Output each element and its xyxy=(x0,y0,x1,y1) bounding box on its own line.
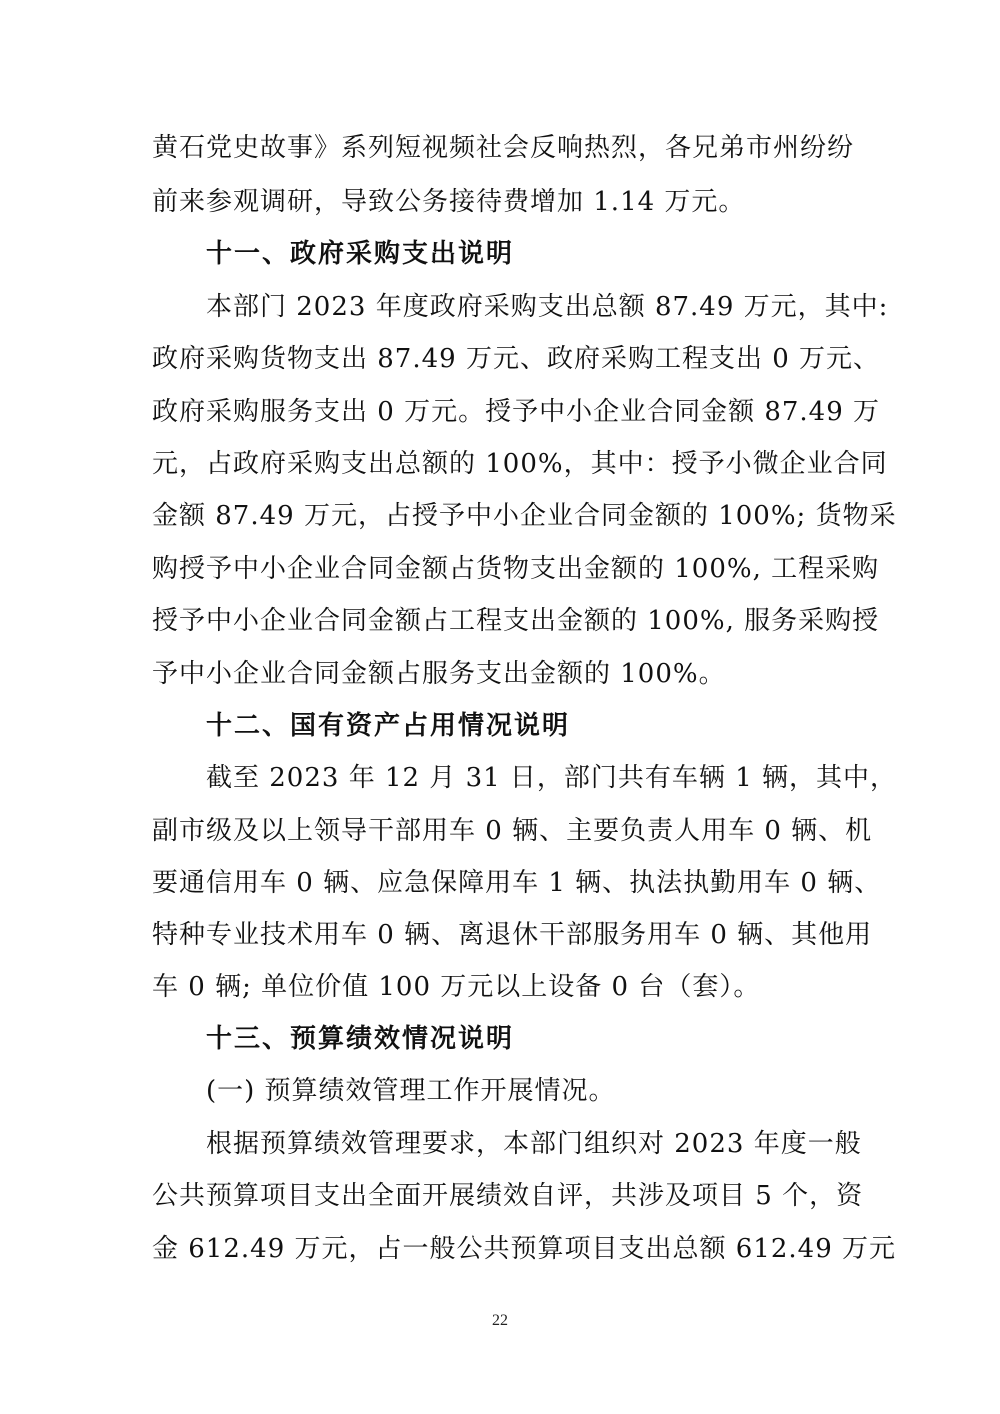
body-line-10: 授予中小企业合同金额占工程支出金额的 100%, 服务采购授 xyxy=(152,606,880,636)
body-line-15: 要通信用车 0 辆、应急保障用车 1 辆、执法执勤用车 0 辆、 xyxy=(152,868,882,898)
body-line-17: 车 0 辆; 单位价值 100 万元以上设备 0 台（套）。 xyxy=(152,972,761,1002)
body-line-16: 特种专业技术用车 0 辆、离退休干部服务用车 0 辆、其他用 xyxy=(152,920,873,950)
body-line-14: 副市级及以上领导干部用车 0 辆、主要负责人用车 0 辆、机 xyxy=(152,816,873,846)
body-line-21: 公共预算项目支出全面开展绩效自评，共涉及项目 5 个，资 xyxy=(152,1181,864,1211)
body-line-5: 政府采购货物支出 87.49 万元、政府采购工程支出 0 万元、 xyxy=(152,344,881,374)
body-line-8: 金额 87.49 万元，占授予中小企业合同金额的 100%; 货物采 xyxy=(152,501,897,531)
section-heading-13: 十三、预算绩效情况说明 xyxy=(206,1024,515,1054)
body-line-13: 截至 2023 年 12 月 31 日，部门共有车辆 1 辆，其中， xyxy=(206,763,897,793)
section-heading-11: 十一、政府采购支出说明 xyxy=(206,239,515,269)
body-line-22: 金 612.49 万元，占一般公共预算项目支出总额 612.49 万元 xyxy=(152,1234,897,1264)
body-line-7: 元，占政府采购支出总额的 100%，其中：授予小微企业合同 xyxy=(152,449,888,479)
page-number: 22 xyxy=(492,1312,508,1329)
body-line-2: 前来参观调研，导致公务接待费增加 1.14 万元。 xyxy=(152,187,746,217)
body-line-20: 根据预算绩效管理要求，本部门组织对 2023 年度一般 xyxy=(206,1129,862,1159)
subsection-heading-1: (一) 预算绩效管理工作开展情况。 xyxy=(206,1076,616,1106)
body-line-1: 黄石党史故事》系列短视频社会反响热烈，各兄弟市州纷纷 xyxy=(152,133,855,163)
body-line-9: 购授予中小企业合同金额占货物支出金额的 100%, 工程采购 xyxy=(152,554,880,584)
body-line-6: 政府采购服务支出 0 万元。授予中小企业合同金额 87.49 万 xyxy=(152,397,881,427)
body-line-4: 本部门 2023 年度政府采购支出总额 87.49 万元，其中: xyxy=(206,292,889,322)
body-line-11: 予中小企业合同金额占服务支出金额的 100%。 xyxy=(152,659,726,689)
section-heading-12: 十二、国有资产占用情况说明 xyxy=(206,711,571,741)
